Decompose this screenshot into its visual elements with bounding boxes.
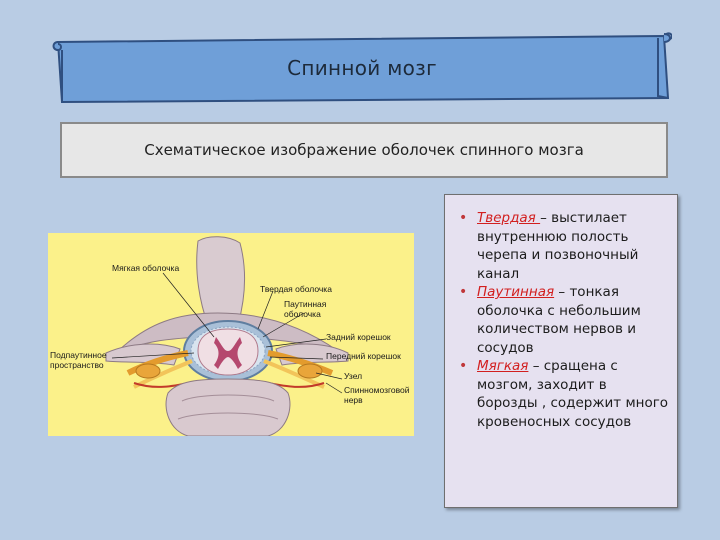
label-spinal-nerve: Спинномозговой нерв — [344, 385, 410, 405]
bullet-icon: • — [459, 284, 468, 300]
label-subarachnoid-space: Подпаутинное пространство — [50, 350, 107, 370]
list-item — [457, 283, 671, 357]
label-node: Узел — [344, 371, 363, 381]
term-soft: Мягкая — [477, 358, 529, 374]
bullet-icon: • — [459, 210, 468, 226]
list-item — [457, 209, 671, 283]
membranes-description-panel — [444, 194, 678, 508]
spinal-cord-diagram — [48, 233, 414, 436]
membranes-list — [445, 195, 677, 431]
subtitle-box — [60, 122, 668, 178]
label-posterior-root: Задний корешок — [326, 332, 391, 342]
label-soft-membrane: Мягкая оболочка — [112, 263, 180, 273]
list-item — [457, 357, 671, 431]
bullet-icon: • — [459, 358, 468, 374]
page-title: Спинной мозг — [287, 56, 437, 80]
subtitle-text: Схематическое изображение оболочек спинного мозга — [144, 141, 584, 159]
description-soft: – сращена с мозгом, заходит в борозды , содержит много кровеносных сосудов — [477, 358, 669, 430]
label-arachnoid: Паутинная оболочка — [284, 299, 327, 319]
title-banner — [52, 30, 672, 104]
label-hard-membrane: Твердая оболочка — [260, 284, 332, 294]
label-anterior-root: Передний корешок — [326, 351, 401, 361]
description-arachnoid: – тонкая оболочка с небольшим количеством нервов и сосудов — [477, 284, 641, 356]
term-arachnoid: Паутинная — [477, 284, 555, 300]
description-hard: – выстилает внутреннюю полость черепа и позвоночный канал — [477, 210, 639, 282]
term-hard: Твердая — [477, 210, 541, 226]
